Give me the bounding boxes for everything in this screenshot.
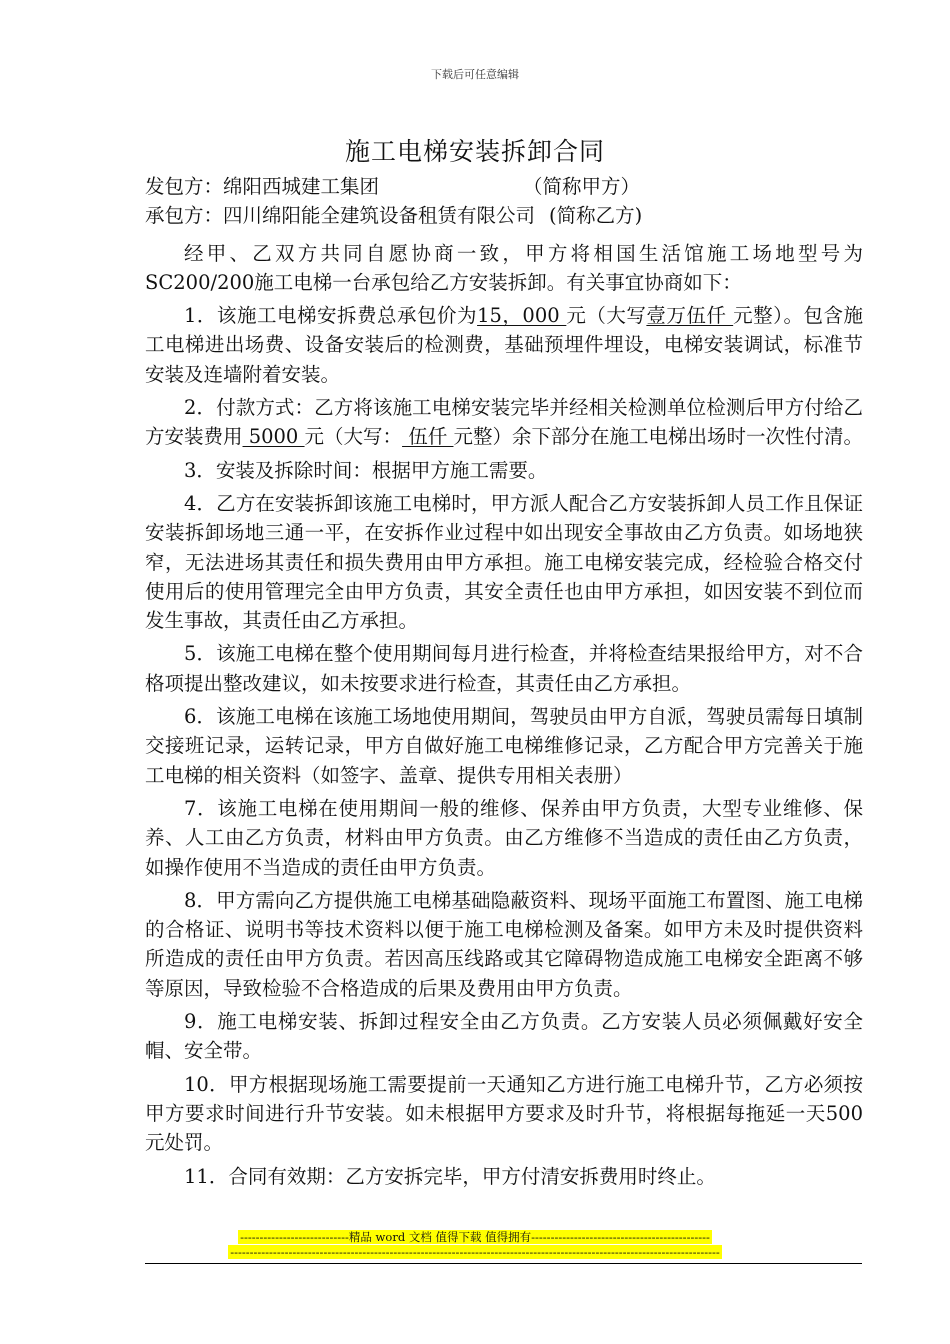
clause-1-text-a: 1．该施工电梯安拆费总承包价为 — [184, 304, 478, 328]
clause-9: 9．施工电梯安装、拆卸过程安全由乙方负责。乙方安装人员必须佩戴好安全帽、安全带。 — [145, 1010, 863, 1063]
clause-2-amount: 5000 — [242, 425, 305, 449]
contract-title: 施工电梯安装拆卸合同 — [344, 137, 605, 166]
clause-6: 6．该施工电梯在该施工场地使用期间，驾驶员由甲方自派，驾驶员需每日填制交接班记录，运转记录，甲方自做好施工电梯维修记录，乙方配合甲方完善关于施工电梯的相关资料（如签字、盖章、提供专用相关表册） — [145, 705, 863, 787]
clause-1-text-b: 元（大写 — [566, 304, 647, 328]
clause-2-text-a: 2．付款方式：乙方将该施工电梯安装完毕并经相关检测单位检测后甲方付给乙方安装费用 — [145, 396, 863, 449]
contractor-alias: (简称乙方) — [549, 204, 643, 228]
clause-7: 7．该施工电梯在使用期间一般的维修、保养由甲方负责，大型专业维修、保养、人工由乙方负责，材料由甲方负责。由乙方维修不当造成的责任由乙方负责，如操作使用不当造成的责任由甲方负责。 — [145, 796, 863, 879]
clause-2-text-c: 元整）余下部分在施工电梯出场时一次性付清。 — [453, 425, 863, 449]
employer-line — [145, 172, 863, 201]
footer-line-1: ----------------------------精品 word 文档 值得下载 值得拥有---------------------------------------------- — [240, 1230, 710, 1244]
clause-1 — [145, 301, 863, 389]
clause-2-amount-words: 伍仟 — [402, 425, 454, 449]
clause-1-amount-words: 壹万伍仟 — [646, 304, 734, 328]
contractor-label: 承包方： — [145, 204, 224, 228]
clause-3: 3．安装及拆除时间：根据甲方施工需要。 — [184, 458, 548, 482]
clause-8: 8．甲方需向乙方提供施工电梯基础隐蔽资料、现场平面施工布置图、施工电梯的合格证、说明书等技术资料以便于施工电梯检测及备案。如甲方未及时提供资料所造成的责任由甲方负责。若因高压线路或其它障碍物造成施工电梯安全距离不够等原因，导致检验不合格造成的后果及费用由甲方负责。 — [145, 888, 863, 1000]
footer-line-2: ------------------------------------------------------------------------------------------------------------------------------ — [230, 1245, 720, 1259]
clause-2-text-b: 元（大写： — [304, 425, 403, 449]
footer-watermark — [0, 1230, 950, 1260]
contract-body — [145, 172, 863, 1191]
clause-1-amount: 15，000 — [477, 304, 567, 328]
clause-2 — [145, 393, 863, 452]
header-note: 下载后可任意编辑 — [431, 68, 519, 81]
clause-1-text-c: 元整）。包含施工电梯进出场费、设备安装后的检测费，基础预埋件埋设，电梯安装调试，标准节安装及连墙附着安装。 — [145, 304, 863, 386]
clause-4: 4．乙方在安装拆卸该施工电梯时，甲方派人配合乙方安装拆卸人员工作且保证安装拆卸场地三通一平，在安拆作业过程中如出现安全事故由乙方负责。如场地狭窄，无法进场其责任和损失费用由甲方承担。施工电梯安装完成，经检验合格交付使用后的使用管理完全由甲方负责，其安全责任也由甲方承担，如因安装不到位而发生事故，其责任由乙方承担。 — [145, 491, 863, 633]
employer-name: 绵阳西城建工集团 — [223, 175, 380, 198]
contractor-name: 四川绵阳能全建筑设备租赁有限公司 — [223, 204, 536, 228]
employer-alias: （简称甲方） — [523, 175, 641, 198]
footer-rule — [145, 1263, 862, 1264]
clause-10: 10．甲方根据现场施工需要提前一天通知乙方进行施工电梯升节，乙方必须按甲方要求时间进行升节安装。如未根据甲方要求及时升节，将根据每拖延一天500元处罚。 — [145, 1072, 863, 1155]
employer-label: 发包方： — [145, 175, 224, 198]
intro-paragraph: 经甲、乙双方共同自愿协商一致，甲方将相国生活馆施工场地型号为SC200/200施工电梯一台承包给乙方安装拆卸。有关事宜协商如下： — [145, 241, 863, 294]
clause-11: 11．合同有效期：乙方安拆完毕，甲方付清安拆费用时终止。 — [184, 1164, 716, 1188]
contractor-line — [145, 201, 863, 230]
clause-5: 5．该施工电梯在整个使用期间每月进行检查，并将检查结果报给甲方，对不合格项提出整改建议，如未按要求进行检查，其责任由乙方承担。 — [145, 642, 863, 695]
